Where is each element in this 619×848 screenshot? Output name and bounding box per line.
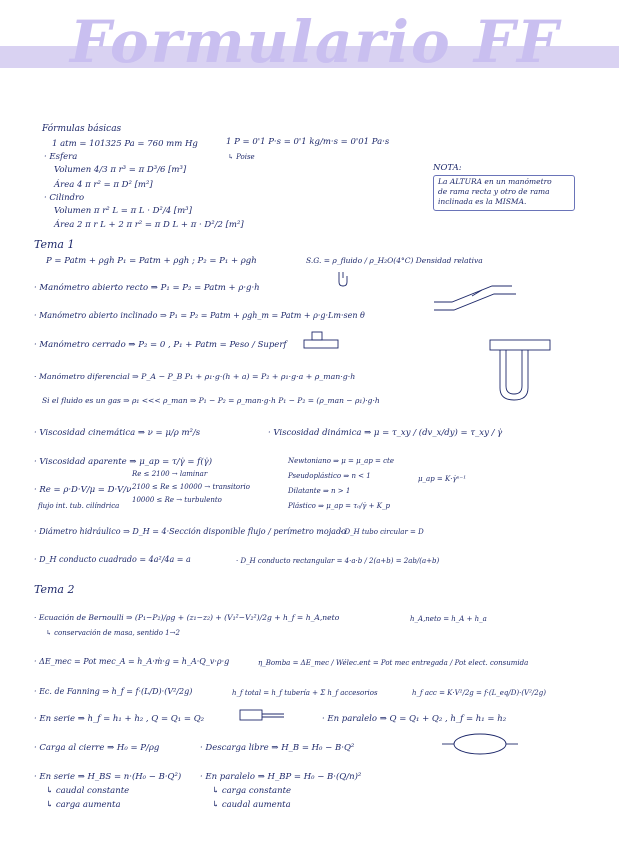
rectangular-duct: · D_H conducto rectangular = 4·a·b / 2(a+b) = 2ab/(a+b): [236, 557, 440, 565]
tema1-heading: Tema 1: [34, 238, 75, 251]
series-constant-flow: ↳ caudal constante: [46, 786, 130, 796]
kinematic-viscosity: · Viscosidad cinemática ⇒ ν = μ/ρ m²/s: [34, 428, 201, 438]
inclined-manometer-sketch: [432, 280, 532, 326]
series-pumps: · En serie ⇒ H_BS = n·(H₀ − B·Q²): [34, 772, 182, 782]
poise-note: ↳ Poise: [228, 153, 255, 161]
basics-heading: Fórmulas básicas: [42, 124, 122, 134]
sphere-volume: Volumen 4/3 π r³ = π D³/6 [m³]: [54, 165, 187, 175]
parallel-pipes: · En paralelo ⇒ Q = Q₁ + Q₂ , h_f = h₁ = h₂: [322, 714, 507, 724]
h-neto: h_A,neto = h_A + h_a: [410, 615, 487, 623]
hydraulic-diameter: · Diámetro hidráulico ⇒ D_H = 4·Sección disponible flujo / perímetro mojado: [34, 527, 346, 536]
square-duct: · D_H conducto cuadrado = 4a²/4a = a: [34, 555, 191, 564]
mechanical-energy: · ΔE_mec = Pot mec_A = h_A·ṁ·g = h_A·Q_v·ρ·g: [34, 657, 230, 666]
valve-closed-head: · Carga al cierre ⇒ H₀ = P/ρg: [34, 743, 160, 753]
free-discharge: · Descarga libre ⇒ H_B = H₀ − B·Q²: [200, 743, 355, 753]
parallel-pipe-sketch: [440, 730, 520, 758]
series-pipes: · En serie ⇒ h_f = h₁ + h₂ , Q = Q₁ = Q₂: [34, 714, 205, 724]
pump-efficiency: η_Bomba = ΔE_mec / Wélec.ent = Pot mec entregada / Pot elect. consumida: [258, 659, 529, 667]
closed-manometer-sketch: [300, 330, 342, 354]
nota-line: La ALTURA en un manómetro: [438, 177, 552, 186]
apparent-viscosity: · Viscosidad aparente ⇒ μ_ap = τ/γ̇ = f(γ̇): [34, 457, 213, 467]
closed-manometer: · Manómetro cerrado ⇒ P₂ = 0 , P₁ + Patm = Peso / Superf: [34, 340, 287, 350]
poise-conversion: 1 P = 0'1 P·s = 0'1 kg/m·s = 0'01 Pa·s: [226, 137, 390, 147]
accessory-head-loss: h_f acc = K·V²/2g = f·(L_eq/D)·(V²/2g): [412, 689, 546, 697]
parallel-constant-head: ↳ carga constante: [212, 786, 292, 796]
turbulent-range: 10000 ≤ Re → turbulento: [132, 496, 222, 504]
dilatant: Dilatante ⇒ n > 1: [288, 487, 351, 495]
pressure-formula: P = Patm + ρgh P₁ = Patm + ρgh ; P₂ = P₁ + ρgh: [46, 256, 257, 266]
nota-line: inclinada es la MISMA.: [438, 197, 527, 206]
plastic: Plástico ⇒ μ_ap = τ₀/γ̇ + K_p: [288, 502, 390, 510]
cylinder-label: · Cilindro: [44, 193, 85, 203]
laminar-range: Re ≤ 2100 → laminar: [132, 470, 208, 478]
bernoulli-equation: · Ecuación de Bernoulli ⇒ (P₁−P₂)/ρg + (z₁−z₂) + (V₁²−V₂²)/2g + h_f = h_A,neto: [34, 613, 340, 622]
parallel-flow-increase: ↳ caudal aumenta: [212, 800, 291, 810]
cylinder-volume: Volumen π r² L = π L · D²/4 [m³]: [54, 206, 192, 216]
reynolds-number: · Re = ρ·D·V/μ = D·V/ν: [34, 485, 132, 495]
circular-tube: · D_H tubo circular = D: [340, 528, 424, 536]
tema2-heading: Tema 2: [34, 583, 75, 596]
open-manometer: · Manómetro abierto recto ⇒ P₁ = P₂ = Patm + ρ·g·h: [34, 283, 260, 293]
transition-range: 2100 ≤ Re ≤ 10000 → transitorio: [132, 483, 250, 491]
page-title: Formulario FF: [70, 8, 561, 76]
nota-label: NOTA:: [433, 163, 462, 173]
inclined-manometer: · Manómetro abierto inclinado ⇒ P₁ = P₂ = Patm + ρgh_m = Patm + ρ·g·Lm·sen θ: [34, 311, 365, 320]
bernoulli-note: ↳ conservación de masa, sentido 1→2: [46, 629, 180, 637]
cylinder-area: Área 2 π r L + 2 π r² = π D L + π · D²/2 [m²]: [54, 220, 244, 230]
total-head-loss: h_f total = h_f tubería + Σ h_f accesorios: [232, 689, 378, 697]
newtonian: Newtoniano ⇒ μ = μ_ap = cte: [288, 457, 395, 465]
sphere-area: Área 4 π r² = π D² [m²]: [54, 180, 153, 190]
specific-gravity: S.G. = ρ_fluido / ρ_H₂O(4°C) Densidad relativa: [306, 256, 483, 265]
pseudoplastic: Pseudoplástico ⇒ n < 1: [288, 472, 371, 480]
power-law: μ_ap = K·γ̇ⁿ⁻¹: [418, 475, 466, 483]
open-manometer-sketch: [336, 270, 356, 288]
differential-manometer-sketch: [486, 338, 554, 406]
parallel-pumps: · En paralelo ⇒ H_BP = H₀ − B·(Q/n)²: [200, 772, 362, 782]
atm-conversion: 1 atm = 101325 Pa = 760 mm Hg: [52, 139, 198, 149]
gas-note: Si el fluido es un gas ⇒ ρ₁ <<< ρ_man ⇒ P₁ − P₂ = ρ_man·g·h P₁ − P₂ = (ρ_man − ρ₁)·g·h: [42, 396, 380, 405]
sphere-label: · Esfera: [44, 152, 78, 162]
series-head-increase: ↳ carga aumenta: [46, 800, 121, 810]
differential-manometer: · Manómetro diferencial ⇒ P_A − P_B P₁ + ρ₁·g·(h + a) = P₂ + ρ₁·g·a + ρ_man·g·h: [34, 372, 356, 381]
flow-note: flujo int. tub. cilíndrica: [38, 502, 120, 510]
series-pipe-sketch: [236, 706, 288, 724]
fanning-equation: · Ec. de Fanning ⇒ h_f = f·(L/D)·(V²/2g): [34, 687, 193, 696]
nota-line: de rama recta y otro de rama: [438, 187, 550, 196]
dynamic-viscosity: · Viscosidad dinámica ⇒ μ = τ_xy / (dv_x/dy) = τ_xy / γ̇: [268, 428, 503, 438]
